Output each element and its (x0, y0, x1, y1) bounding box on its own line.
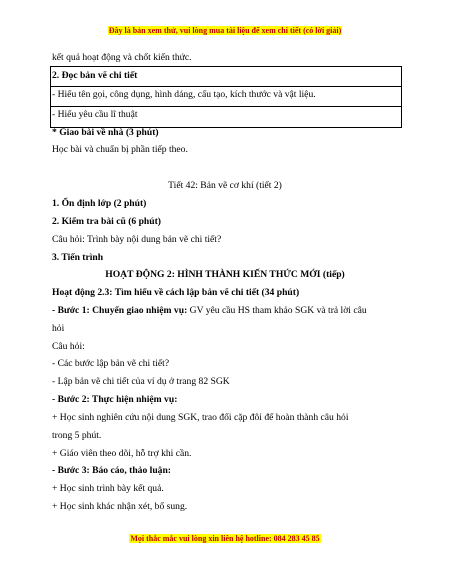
lesson-title: Tiết 42: Bản vẽ cơ khí (tiết 2) (168, 180, 282, 191)
preview-notice-banner (0, 26, 450, 36)
step-3: 3. Tiến trình (52, 252, 104, 263)
table-row-2: - Hiểu yêu cầu lĩ thuật (52, 109, 138, 120)
question-2: - Lập bản vẽ chi tiết của ví dụ ở trang 82 SGK (52, 376, 230, 387)
task-step-3-item-b: + Học sinh khác nhận xét, bổ sung. (52, 501, 188, 512)
task-step-1 (52, 305, 402, 317)
task-step-2-item-a: + Học sinh nghiên cứu nội dung SGK, trao đổi cặp đôi để hoàn thành câu hỏi (52, 412, 349, 423)
preview-notice-text: Đây là bản xem thử, vui lòng mua tài liệu để xem chi tiết (có lời giải) (108, 26, 342, 35)
task-step-3-label: - Bước 3: Báo cáo, thảo luận: (52, 465, 171, 476)
task-step-2-item-b: + Giáo viên theo dõi, hỗ trợ khi cần. (52, 448, 192, 459)
table-row-1: - Hiểu tên gọi, công dụng, hình dáng, cấu tạo, kích thước và vật liệu. (52, 89, 316, 100)
task-step-1-label: - Bước 1: Chuyển giao nhiệm vụ: (52, 305, 188, 316)
questions-label: Câu hỏi: (52, 341, 85, 352)
step-2: 2. Kiểm tra bài cũ (6 phút) (52, 216, 161, 227)
activity-title: HOẠT ĐỘNG 2: HÌNH THÀNH KIẾN THỨC MỚI (tiếp) (105, 269, 345, 280)
task-step-2-label: - Bước 2: Thực hiện nhiệm vụ: (52, 394, 178, 405)
task-step-3-item-a: + Học sinh trình bày kết quả. (52, 483, 164, 494)
table-divider (51, 86, 401, 87)
task-step-1-text: GV yêu cầu HS tham khảo SGK và trả lời câu (187, 305, 367, 316)
intro-line: kết quả hoạt động và chốt kiến thức. (52, 52, 192, 63)
hotline-banner (0, 534, 450, 544)
task-step-2-item-a-continued: trong 5 phút. (52, 430, 102, 441)
question-1: - Các bước lập bản vẽ chi tiết? (52, 358, 170, 369)
table-divider (51, 106, 401, 107)
activity-subtitle: Hoạt động 2.3: Tìm hiểu về cách lập bản vẽ chi tiết (34 phút) (52, 287, 300, 298)
homework-text: Học bài và chuẩn bị phần tiếp theo. (52, 144, 188, 155)
hotline-text: Mọi thắc mắc vui lòng xin liên hệ hotline: 084 283 45 85 (130, 534, 320, 543)
step-1: 1. Ổn định lớp (2 phút) (52, 198, 147, 209)
table-heading: 2. Đọc bản vẽ chi tiết (52, 70, 138, 81)
task-step-1-continued: hỏi (52, 323, 65, 334)
review-question: Câu hỏi: Trình bày nội dung bản vẽ chi tiết? (52, 234, 222, 245)
homework-heading: * Giao bài về nhà (3 phút) (52, 127, 159, 138)
